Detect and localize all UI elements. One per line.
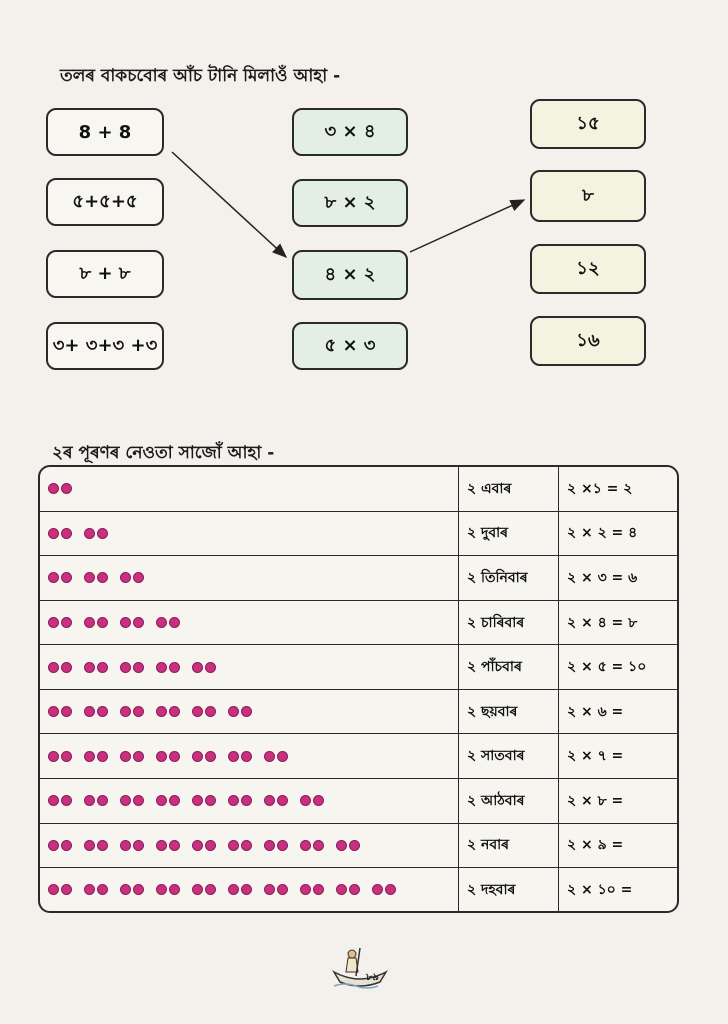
dot [169, 662, 180, 673]
table-row [40, 601, 677, 646]
table-row [40, 824, 677, 869]
dot [228, 884, 239, 895]
table-row [40, 868, 677, 911]
dot [192, 795, 203, 806]
dot [277, 751, 288, 762]
dots-cell [40, 512, 458, 557]
dot [84, 751, 95, 762]
dot [205, 662, 216, 673]
dot [48, 483, 59, 494]
dot [61, 617, 72, 628]
dot [156, 795, 167, 806]
dots-cell [40, 601, 458, 646]
middle-box-2[interactable]: ৮ × ২ [292, 179, 408, 227]
dot [264, 795, 275, 806]
times-label: ২ চাৰিবাৰ [458, 601, 558, 646]
dot-pair [192, 840, 218, 851]
dot-pair [84, 572, 110, 583]
dot-pair [48, 884, 74, 895]
dot [277, 884, 288, 895]
dot [120, 751, 131, 762]
times-label: ২ তিনিবাৰ [458, 556, 558, 601]
equation-cell[interactable]: ২ × ৩ = ৬ [558, 556, 677, 601]
dot [192, 751, 203, 762]
times-label: ২ সাতবাৰ [458, 734, 558, 779]
dot [120, 706, 131, 717]
dot [241, 840, 252, 851]
dot-pair [84, 795, 110, 806]
equation-cell[interactable]: ২ ×১ = ২ [558, 467, 677, 512]
dot [133, 706, 144, 717]
dot [97, 751, 108, 762]
dot [313, 884, 324, 895]
table-row [40, 779, 677, 824]
dot-pair [120, 662, 146, 673]
dot [192, 840, 203, 851]
dot [133, 572, 144, 583]
dot [133, 617, 144, 628]
dot-pair [228, 706, 254, 717]
times-label: ২ নবাৰ [458, 824, 558, 869]
dot-pair [336, 840, 362, 851]
dot [97, 662, 108, 673]
dot-pair [84, 706, 110, 717]
dot [156, 884, 167, 895]
dot-pair [192, 795, 218, 806]
dot [97, 572, 108, 583]
dot [205, 706, 216, 717]
dot [84, 840, 95, 851]
dot [205, 795, 216, 806]
dot [84, 617, 95, 628]
dot [61, 662, 72, 673]
dot [97, 706, 108, 717]
dot [84, 572, 95, 583]
equation-cell[interactable]: ২ × ৮ = [558, 779, 677, 824]
dot-pair [156, 751, 182, 762]
equation-cell[interactable]: ২ × ৫ = ১০ [558, 645, 677, 690]
middle-box-4[interactable]: ৫ × ৩ [292, 322, 408, 370]
equation-cell[interactable]: ২ × ৬ = [558, 690, 677, 735]
dot [48, 795, 59, 806]
dot [300, 884, 311, 895]
dot [264, 751, 275, 762]
table-title: ২ৰ পূৰণৰ নেওতা সাজোঁ আহা - [52, 443, 275, 463]
dot-pair [84, 528, 110, 539]
dot [277, 795, 288, 806]
dot-pair [120, 884, 146, 895]
dot [97, 528, 108, 539]
dot-pair [48, 751, 74, 762]
dot [48, 528, 59, 539]
dot-pair [336, 884, 362, 895]
dot-pair [48, 840, 74, 851]
dot [97, 795, 108, 806]
dot [241, 795, 252, 806]
dot [169, 884, 180, 895]
dot [97, 840, 108, 851]
dot [169, 840, 180, 851]
dot-pair [264, 795, 290, 806]
equation-cell[interactable]: ২ × ২ = ৪ [558, 512, 677, 557]
dot-pair [84, 884, 110, 895]
dot [349, 884, 360, 895]
dot [192, 662, 203, 673]
dot-pair [300, 795, 326, 806]
dot [241, 751, 252, 762]
dot [61, 706, 72, 717]
dot [61, 840, 72, 851]
dot [156, 840, 167, 851]
dot-pair [372, 884, 398, 895]
dot-pair [156, 840, 182, 851]
dot [120, 662, 131, 673]
dot-pair [228, 795, 254, 806]
dot [336, 884, 347, 895]
dot [120, 884, 131, 895]
dot [133, 840, 144, 851]
dot [169, 617, 180, 628]
dot [61, 528, 72, 539]
middle-box-1[interactable]: ৩ × ৪ [292, 108, 408, 156]
dot [349, 840, 360, 851]
dots-cell [40, 868, 458, 911]
left-box-2[interactable]: ৫+৫+৫ [46, 178, 164, 226]
dot [372, 884, 383, 895]
dot [241, 884, 252, 895]
dot [48, 617, 59, 628]
page-number: ৮৯ [366, 972, 379, 983]
dot [120, 617, 131, 628]
dot [84, 795, 95, 806]
dot-pair [156, 662, 182, 673]
dot [133, 884, 144, 895]
dot-pair [156, 617, 182, 628]
dot [313, 795, 324, 806]
dot [48, 751, 59, 762]
dot [300, 795, 311, 806]
arrow-left1-to-middle3 [172, 152, 286, 257]
dot [84, 528, 95, 539]
right-box-4[interactable]: ১৬ [530, 316, 646, 366]
dot-pair [120, 795, 146, 806]
dot [61, 795, 72, 806]
dot [84, 662, 95, 673]
dot [156, 662, 167, 673]
dot [133, 662, 144, 673]
dot [192, 706, 203, 717]
table-row [40, 734, 677, 779]
dot [48, 706, 59, 717]
dots-cell [40, 779, 458, 824]
times-label: ২ পাঁচবাৰ [458, 645, 558, 690]
left-box-4[interactable]: ৩+ ৩+৩ +৩ [46, 322, 164, 370]
times-label: ২ আঠবাৰ [458, 779, 558, 824]
dot-pair [120, 706, 146, 717]
dot-pair [84, 751, 110, 762]
dot-pair [192, 706, 218, 717]
boat-page-number-icon [330, 942, 390, 990]
dot [48, 884, 59, 895]
dot-pair [228, 884, 254, 895]
times-label: ২ ছয়বাৰ [458, 690, 558, 735]
dot [228, 706, 239, 717]
dots-cell [40, 645, 458, 690]
dot [48, 840, 59, 851]
dot-pair [300, 884, 326, 895]
left-box-3[interactable]: ৮ + ৮ [46, 250, 164, 298]
dot [133, 751, 144, 762]
dot [264, 840, 275, 851]
times-label: ২ দহবাৰ [458, 868, 558, 911]
dot [133, 795, 144, 806]
dot-pair [48, 795, 74, 806]
dot-pair [264, 840, 290, 851]
dots-cell [40, 824, 458, 869]
dot [61, 884, 72, 895]
equation-cell[interactable]: ২ × ১০ = [558, 868, 677, 911]
dot-pair [192, 751, 218, 762]
dot-pair [156, 884, 182, 895]
dots-cell [40, 734, 458, 779]
dot [169, 795, 180, 806]
dot-pair [120, 751, 146, 762]
dot [61, 751, 72, 762]
middle-box-3[interactable]: ৪ × ২ [292, 250, 408, 300]
times-label: ২ দুবাৰ [458, 512, 558, 557]
dot-pair [192, 884, 218, 895]
right-box-1[interactable]: ১৫ [530, 99, 646, 149]
dot [336, 840, 347, 851]
table-row [40, 645, 677, 690]
right-box-2[interactable]: ৮ [530, 170, 646, 222]
dot-pair [156, 706, 182, 717]
table-row [40, 690, 677, 735]
dot [61, 483, 72, 494]
dot [192, 884, 203, 895]
dot-pair [48, 572, 74, 583]
dot-pair [84, 617, 110, 628]
dot [228, 840, 239, 851]
dot [97, 617, 108, 628]
dot-pair [84, 662, 110, 673]
dot [61, 572, 72, 583]
equation-cell[interactable]: ২ × ৪ = ৮ [558, 601, 677, 646]
dot [84, 884, 95, 895]
dot [228, 795, 239, 806]
times-label: ২ এবাৰ [458, 467, 558, 512]
dot-pair [48, 528, 74, 539]
dot [205, 884, 216, 895]
multiplication-table [38, 465, 679, 913]
dot-pair [120, 572, 146, 583]
dot-pair [84, 840, 110, 851]
dot-pair [48, 706, 74, 717]
dot [169, 706, 180, 717]
dot [264, 884, 275, 895]
dot [241, 706, 252, 717]
dots-cell [40, 467, 458, 512]
matching-title: তলৰ বাকচবোৰ আঁচ টানি মিলাওঁ আহা - [60, 66, 341, 86]
dot [120, 572, 131, 583]
dot-pair [120, 840, 146, 851]
dot-pair [48, 483, 74, 494]
dot [84, 706, 95, 717]
dot-pair [264, 884, 290, 895]
dot [205, 751, 216, 762]
table-row [40, 467, 677, 512]
table-row [40, 556, 677, 601]
table-row [40, 512, 677, 557]
dot-pair [300, 840, 326, 851]
equation-cell[interactable]: ২ × ৭ = [558, 734, 677, 779]
dot-pair [192, 662, 218, 673]
dot [300, 840, 311, 851]
dot [228, 751, 239, 762]
dot-pair [228, 751, 254, 762]
dot [48, 572, 59, 583]
dot [385, 884, 396, 895]
dot [97, 884, 108, 895]
dot [156, 751, 167, 762]
dot [120, 795, 131, 806]
arrow-middle3-to-right2 [410, 200, 524, 252]
equation-cell[interactable]: ২ × ৯ = [558, 824, 677, 869]
dot [205, 840, 216, 851]
dot [120, 840, 131, 851]
dot [169, 751, 180, 762]
dot [156, 706, 167, 717]
dot [313, 840, 324, 851]
dot-pair [264, 751, 290, 762]
dots-cell [40, 556, 458, 601]
dot [156, 617, 167, 628]
left-box-1[interactable]: 8 + 8 [46, 108, 164, 156]
dot-pair [228, 840, 254, 851]
dot-pair [120, 617, 146, 628]
dot [277, 840, 288, 851]
dots-cell [40, 690, 458, 735]
dot [48, 662, 59, 673]
dot-pair [48, 617, 74, 628]
right-box-3[interactable]: ১২ [530, 244, 646, 294]
dot-pair [48, 662, 74, 673]
dot-pair [156, 795, 182, 806]
